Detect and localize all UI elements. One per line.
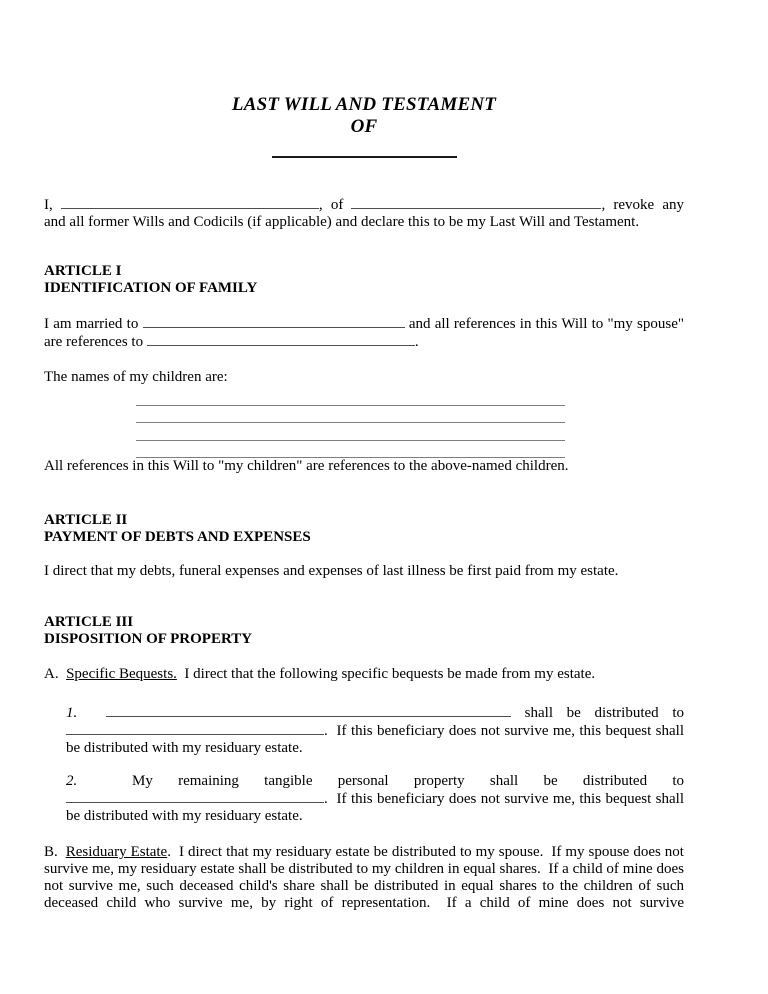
item-2-tail: . If this beneficiary does not survive me, this bequest shall be distributed with my residuary estate. bbox=[66, 791, 684, 824]
child-name-line-3[interactable] bbox=[136, 423, 565, 441]
section-b-heading: Residuary Estate bbox=[65, 844, 168, 860]
item-2-number: 2. bbox=[66, 773, 78, 789]
opening-tail: , revoke any and all former Wills and Codicils (if applicable) and declare this to be my Last Will and Testament. bbox=[44, 197, 684, 230]
article-2-name: PAYMENT OF DEBTS AND EXPENSES bbox=[44, 529, 311, 545]
testator-name-field[interactable] bbox=[61, 196, 319, 209]
article-1-number: ARTICLE I bbox=[44, 263, 122, 279]
married-lead: I am married to bbox=[44, 316, 139, 332]
section-a-label: A. bbox=[44, 666, 63, 682]
item-1-tail: . If this beneficiary does not survive me, this bequest shall be distributed with my residuary estate. bbox=[66, 723, 684, 756]
item-1-after-blank: shall be distributed to bbox=[524, 705, 684, 721]
children-name-lines bbox=[44, 388, 684, 458]
document-title bbox=[44, 94, 684, 138]
article-2-number: ARTICLE II bbox=[44, 512, 128, 528]
section-a-intro bbox=[44, 666, 684, 683]
opening-lead: I, bbox=[44, 197, 53, 213]
title-line-1: LAST WILL AND TESTAMENT bbox=[231, 94, 497, 115]
child-name-line-4[interactable] bbox=[136, 441, 565, 459]
article-3-heading bbox=[44, 614, 684, 648]
bequest-1-description-field[interactable] bbox=[106, 704, 511, 717]
article-1-name: IDENTIFICATION OF FAMILY bbox=[44, 280, 258, 296]
article-2-heading bbox=[44, 512, 684, 546]
opening-mid: , of bbox=[318, 197, 344, 213]
title-line-2: OF bbox=[350, 116, 378, 137]
section-a-heading: Specific Bequests. bbox=[66, 666, 177, 682]
child-name-line-2[interactable] bbox=[136, 406, 565, 424]
opening-paragraph bbox=[44, 196, 684, 231]
specific-bequest-item-2 bbox=[66, 773, 684, 825]
article-1-heading bbox=[44, 263, 684, 297]
married-mid: and all references in this Will to "my spouse" are references to bbox=[44, 316, 684, 350]
bequest-1-beneficiary-field[interactable] bbox=[66, 722, 324, 735]
item-2-lead: My remaining tangible personal property shall be distributed to bbox=[132, 773, 684, 789]
specific-bequest-item-1 bbox=[66, 704, 684, 757]
section-b-body-text: . I direct that my residuary estate be distributed to my spouse. If my spouse does not survive me, my residuary estate shall be distributed to my children in equal shares. If a child of mine does not survive me, such deceased child's share shall be distributed in equal shares to the children of such deceased child who survive me, by right of representation. If a child of mine does not survive bbox=[44, 844, 684, 911]
section-a-intro-text: I direct that the following specific bequests be made from my estate. bbox=[180, 666, 596, 682]
spouse-reference-field[interactable] bbox=[147, 333, 415, 346]
debts-paragraph: I direct that my debts, funeral expenses and expenses of last illness be first paid from my estate. bbox=[44, 563, 619, 579]
section-b-paragraph bbox=[44, 844, 684, 912]
testator-name-blank[interactable] bbox=[272, 156, 457, 158]
section-b-label: B. bbox=[44, 844, 66, 860]
item-1-number: 1. bbox=[66, 705, 78, 721]
married-paragraph bbox=[44, 315, 684, 351]
children-note: All references in this Will to "my children" are references to the above-named children. bbox=[44, 458, 569, 474]
married-tail: . bbox=[414, 334, 419, 350]
spouse-name-field[interactable] bbox=[143, 315, 405, 328]
testator-residence-field[interactable] bbox=[351, 196, 601, 209]
article-3-number: ARTICLE III bbox=[44, 614, 134, 630]
child-name-line-1[interactable] bbox=[136, 388, 565, 406]
children-intro: The names of my children are: bbox=[44, 369, 228, 385]
bequest-2-beneficiary-field[interactable] bbox=[66, 790, 324, 803]
article-3-name: DISPOSITION OF PROPERTY bbox=[44, 631, 253, 647]
